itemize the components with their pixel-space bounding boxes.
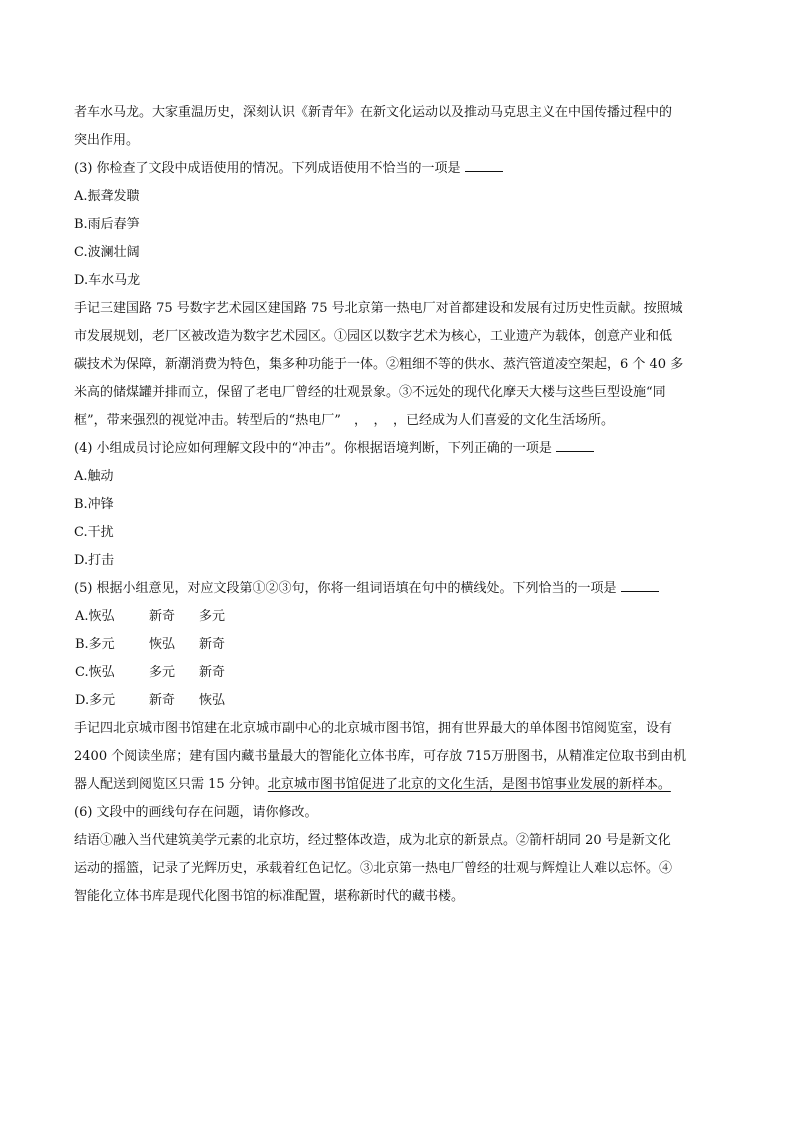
option-b: B.冲锋 [74, 497, 114, 512]
paragraph-line: 突出作用。 [74, 133, 140, 148]
option-c: C.恢弘 多元 新奇 [75, 665, 226, 680]
document-page [74, 99, 722, 911]
answer-blank [621, 577, 659, 592]
option-c: C.干扰 [74, 525, 114, 540]
question-3-stem: (3) 你检查了文段中成语使用的情况。下列成语使用不恰当的一项是 [74, 155, 722, 183]
note-3-line: 市发展规划，老厂区被改造为数字艺术园区。①园区以数字艺术为核心，工业遗产为载体，创意产业和低 [74, 329, 673, 344]
note-3-line: 米高的储煤罐并排而立，保留了老电厂曾经的壮观景象。③不远处的现代化摩天大楼与这些巨型设施“同 [74, 385, 666, 400]
question-4-stem: (4) 小组成员讨论应如何理解文段中的“冲击”。你根据语境判断，下列正确的一项是 [74, 435, 722, 463]
conclusion-line: 结语①融入当代建筑美学元素的北京坊，经过整体改造，成为北京的新景点。②箭杆胡同 20 号是新文化 [74, 833, 671, 848]
note-4-line: 器人配送到阅览区只需 15 分钟。北京城市图书馆促进了北京的文化生活，是图书馆事业发展的新样本。 [74, 777, 671, 792]
conclusion-line: 智能化立体书库是现代化图书馆的标准配置，堪称新时代的藏书楼。 [74, 889, 465, 904]
option-a: A.恢弘 新奇 多元 [75, 609, 226, 624]
note-3-line: 手记三建国路 75 号数字艺术园区建国路 75 号北京第一热电厂对首都建设和发展有过历史性贡献。按照城 [74, 301, 683, 316]
option-d: D.打击 [74, 553, 115, 568]
option-d: D.多元 新奇 恢弘 [75, 693, 226, 708]
option-b: B.多元 恢弘 新奇 [75, 637, 226, 652]
note-4-line: 2400 个阅读坐席；建有国内藏书量最大的智能化立体书库，可存放 715万册图书，从精准定位取书到由机 [74, 749, 687, 764]
underlined-sentence: 北京城市图书馆促进了北京的文化生活，是图书馆事业发展的新样本。 [267, 777, 671, 792]
conclusion-line: 运动的摇篮，记录了光辉历史，承载着红色记忆。③北京第一热电厂曾经的壮观与辉煌让人难以忘怀。④ [74, 861, 673, 876]
paragraph-line: 者车水马龙。大家重温历史，深刻认识《新青年》在新文化运动以及推动马克思主义在中国传播过程中的 [74, 105, 673, 120]
question-6-stem: (6) 文段中的画线句存在问题，请你修改。 [74, 805, 318, 820]
option-d: D.车水马龙 [74, 273, 141, 288]
option-c: C.波澜壮阔 [74, 245, 140, 260]
answer-blank [556, 437, 594, 452]
note-4-line: 手记四北京城市图书馆建在北京城市副中心的北京城市图书馆，拥有世界最大的单体图书馆阅览室，设有 [74, 721, 673, 736]
note-3-line: 碳技术为保障，新潮消费为特色，集多种功能于一体。②粗细不等的供水、蒸汽管道凌空架起，6 个 40 多 [74, 357, 684, 372]
question-5-stem: (5) 根据小组意见，对应文段第①②③句，你将一组词语填在句中的横线处。下列恰当的一项是 [74, 575, 722, 603]
note-3-line: 框”，带来强烈的视觉冲击。转型后的“热电厂” ， ， ，已经成为人们喜爱的文化生活场所。 [74, 413, 614, 428]
option-a: A.触动 [74, 469, 114, 484]
option-a: A.振聋发聩 [74, 189, 140, 204]
option-b: B.雨后春笋 [74, 217, 140, 232]
answer-blank [465, 157, 503, 172]
